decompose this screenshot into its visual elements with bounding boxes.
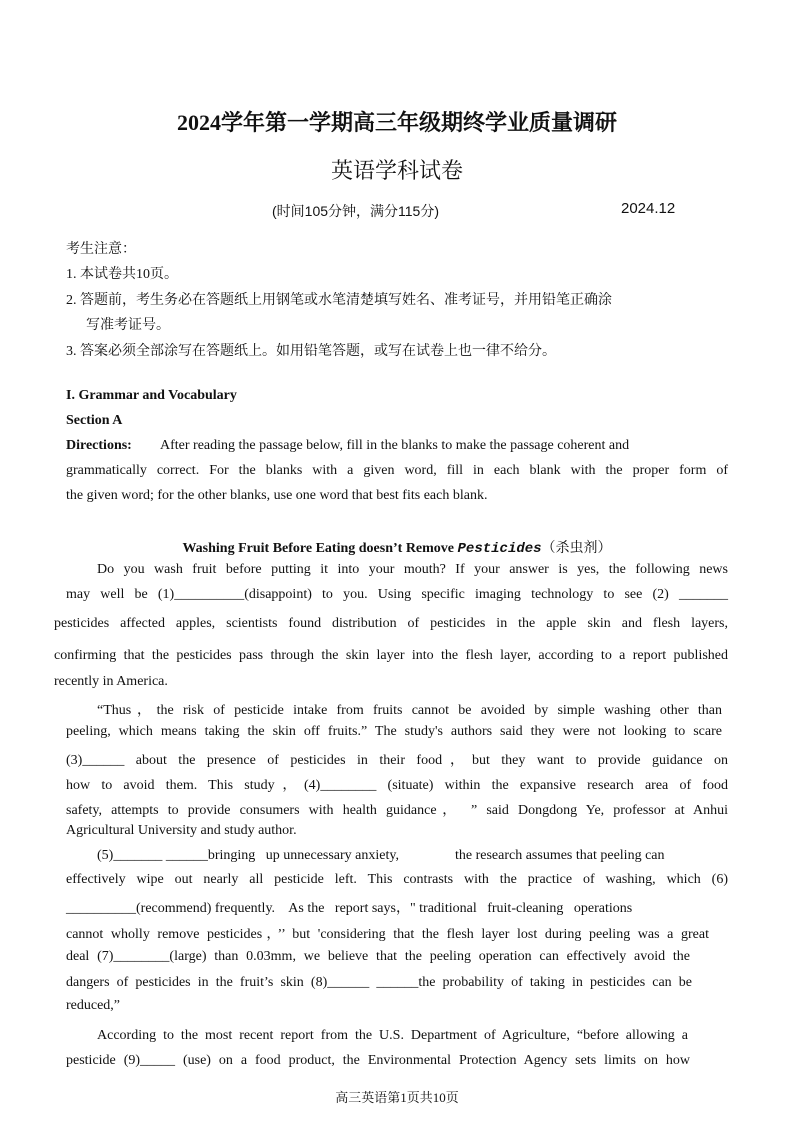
passage-line: __________(recommend) frequently. As the report says，" traditional fruit-cleaning operations (66, 901, 633, 916)
part-heading: I. Grammar and Vocabulary (66, 388, 237, 403)
exam-subtitle: 英语学科试卷 (330, 158, 463, 183)
passage-line: effectively wipe out nearly all pesticide left. This contrasts with the practice of washing, which (6) (66, 872, 728, 887)
passage-line: “Thus，the risk of pesticide intake from fruits cannot be avoided by simple washing other than (97, 703, 722, 718)
notice-item: 1. 本试卷共10页。 (66, 267, 178, 282)
passage-line: may well be (1)__________(disappoint) to you. Using specific imaging technology to see (2) _______ (66, 587, 728, 602)
passage-line: (3)______ about the presence of pesticides in their food，but they want to provide guidance on (66, 753, 728, 768)
passage-line: reduced,” (66, 998, 121, 1013)
passage-line: how to avoid them. This study，(4)________ (situate) within the expansive research area of food (66, 778, 728, 793)
passage-line: Do you wash fruit before putting it into your mouth? If your answer is yes, the following news (97, 562, 728, 577)
passage-line: confirming that the pesticides pass through the skin layer into the flesh layer, according to a report published (54, 648, 728, 663)
passage-line: peeling, which means taking the skin off fruits.” The study's authors said they were not looking to scare (66, 724, 722, 739)
passage-line: (5)_______ ______bringing up unnecessary anxiety, the research assumes that peeling can (97, 848, 665, 863)
passage-title-main: Washing Fruit Before Eating doesn’t Remove (182, 541, 458, 556)
passage-line: pesticides affected apples, scientists found distribution of pesticides in the apple skin and flesh layers, (54, 616, 728, 631)
passage-line: safety, attempts to provide consumers with health guidance， ” said Dongdong Ye, professor at Anhui (66, 803, 728, 818)
exam-date: 2024.12 (621, 200, 676, 217)
passage-title-word: Pesticides (457, 541, 542, 557)
time-info: (时间105分钟，满分115分) (272, 203, 440, 219)
exam-title: 2024学年第一学期高三年级期终学业质量调研 (176, 110, 617, 135)
notice-item: 2. 答题前，考生务必在答题纸上用钢笔或水笔清楚填写姓名、准考证号，并用铅笔正确涂 (66, 293, 612, 308)
passage-line: deal (7)________(large) than 0.03mm, we believe that the peeling operation can effectively avoid the (66, 949, 690, 964)
notice-item-continued: 写准考证号。 (86, 318, 170, 333)
passage-line: pesticide (9)_____ (use) on a food product, the Environmental Protection Agency sets limits on how (66, 1053, 690, 1068)
directions-line: grammatically correct. For the blanks with a given word, fill in each blank with the proper form of (66, 463, 728, 478)
notice-item: 3. 答案必须全部涂写在答题纸上。如用铅笔答题，或写在试卷上也一律不给分。 (66, 344, 556, 359)
directions-line: the given word; for the other blanks, use one word that best fits each blank. (66, 488, 488, 503)
passage-line: recently in America. (54, 674, 168, 689)
notice-heading: 考生注意： (66, 242, 136, 257)
passage-line: According to the most recent report from the U.S. Department of Agriculture, “before allowing a (97, 1028, 688, 1043)
directions-line: After reading the passage below, fill in the blanks to make the passage coherent and (160, 438, 630, 453)
page-footer: 高三英语第1页共10页 (335, 1090, 459, 1105)
directions-label: Directions: (66, 438, 132, 453)
passage-title-cn: （杀虫剂） (541, 541, 612, 556)
passage-line: Agricultural University and study author. (66, 823, 297, 838)
section-heading: Section A (66, 413, 123, 428)
passage-line: cannot wholly remove pesticides，’’ but 'considering that the flesh layer lost during peeling was a great (66, 927, 709, 942)
passage-title (0, 537, 794, 557)
passage-line: dangers of pesticides in the fruit’s skin (8)______ ______the probability of taking in pesticides can be (66, 975, 692, 990)
